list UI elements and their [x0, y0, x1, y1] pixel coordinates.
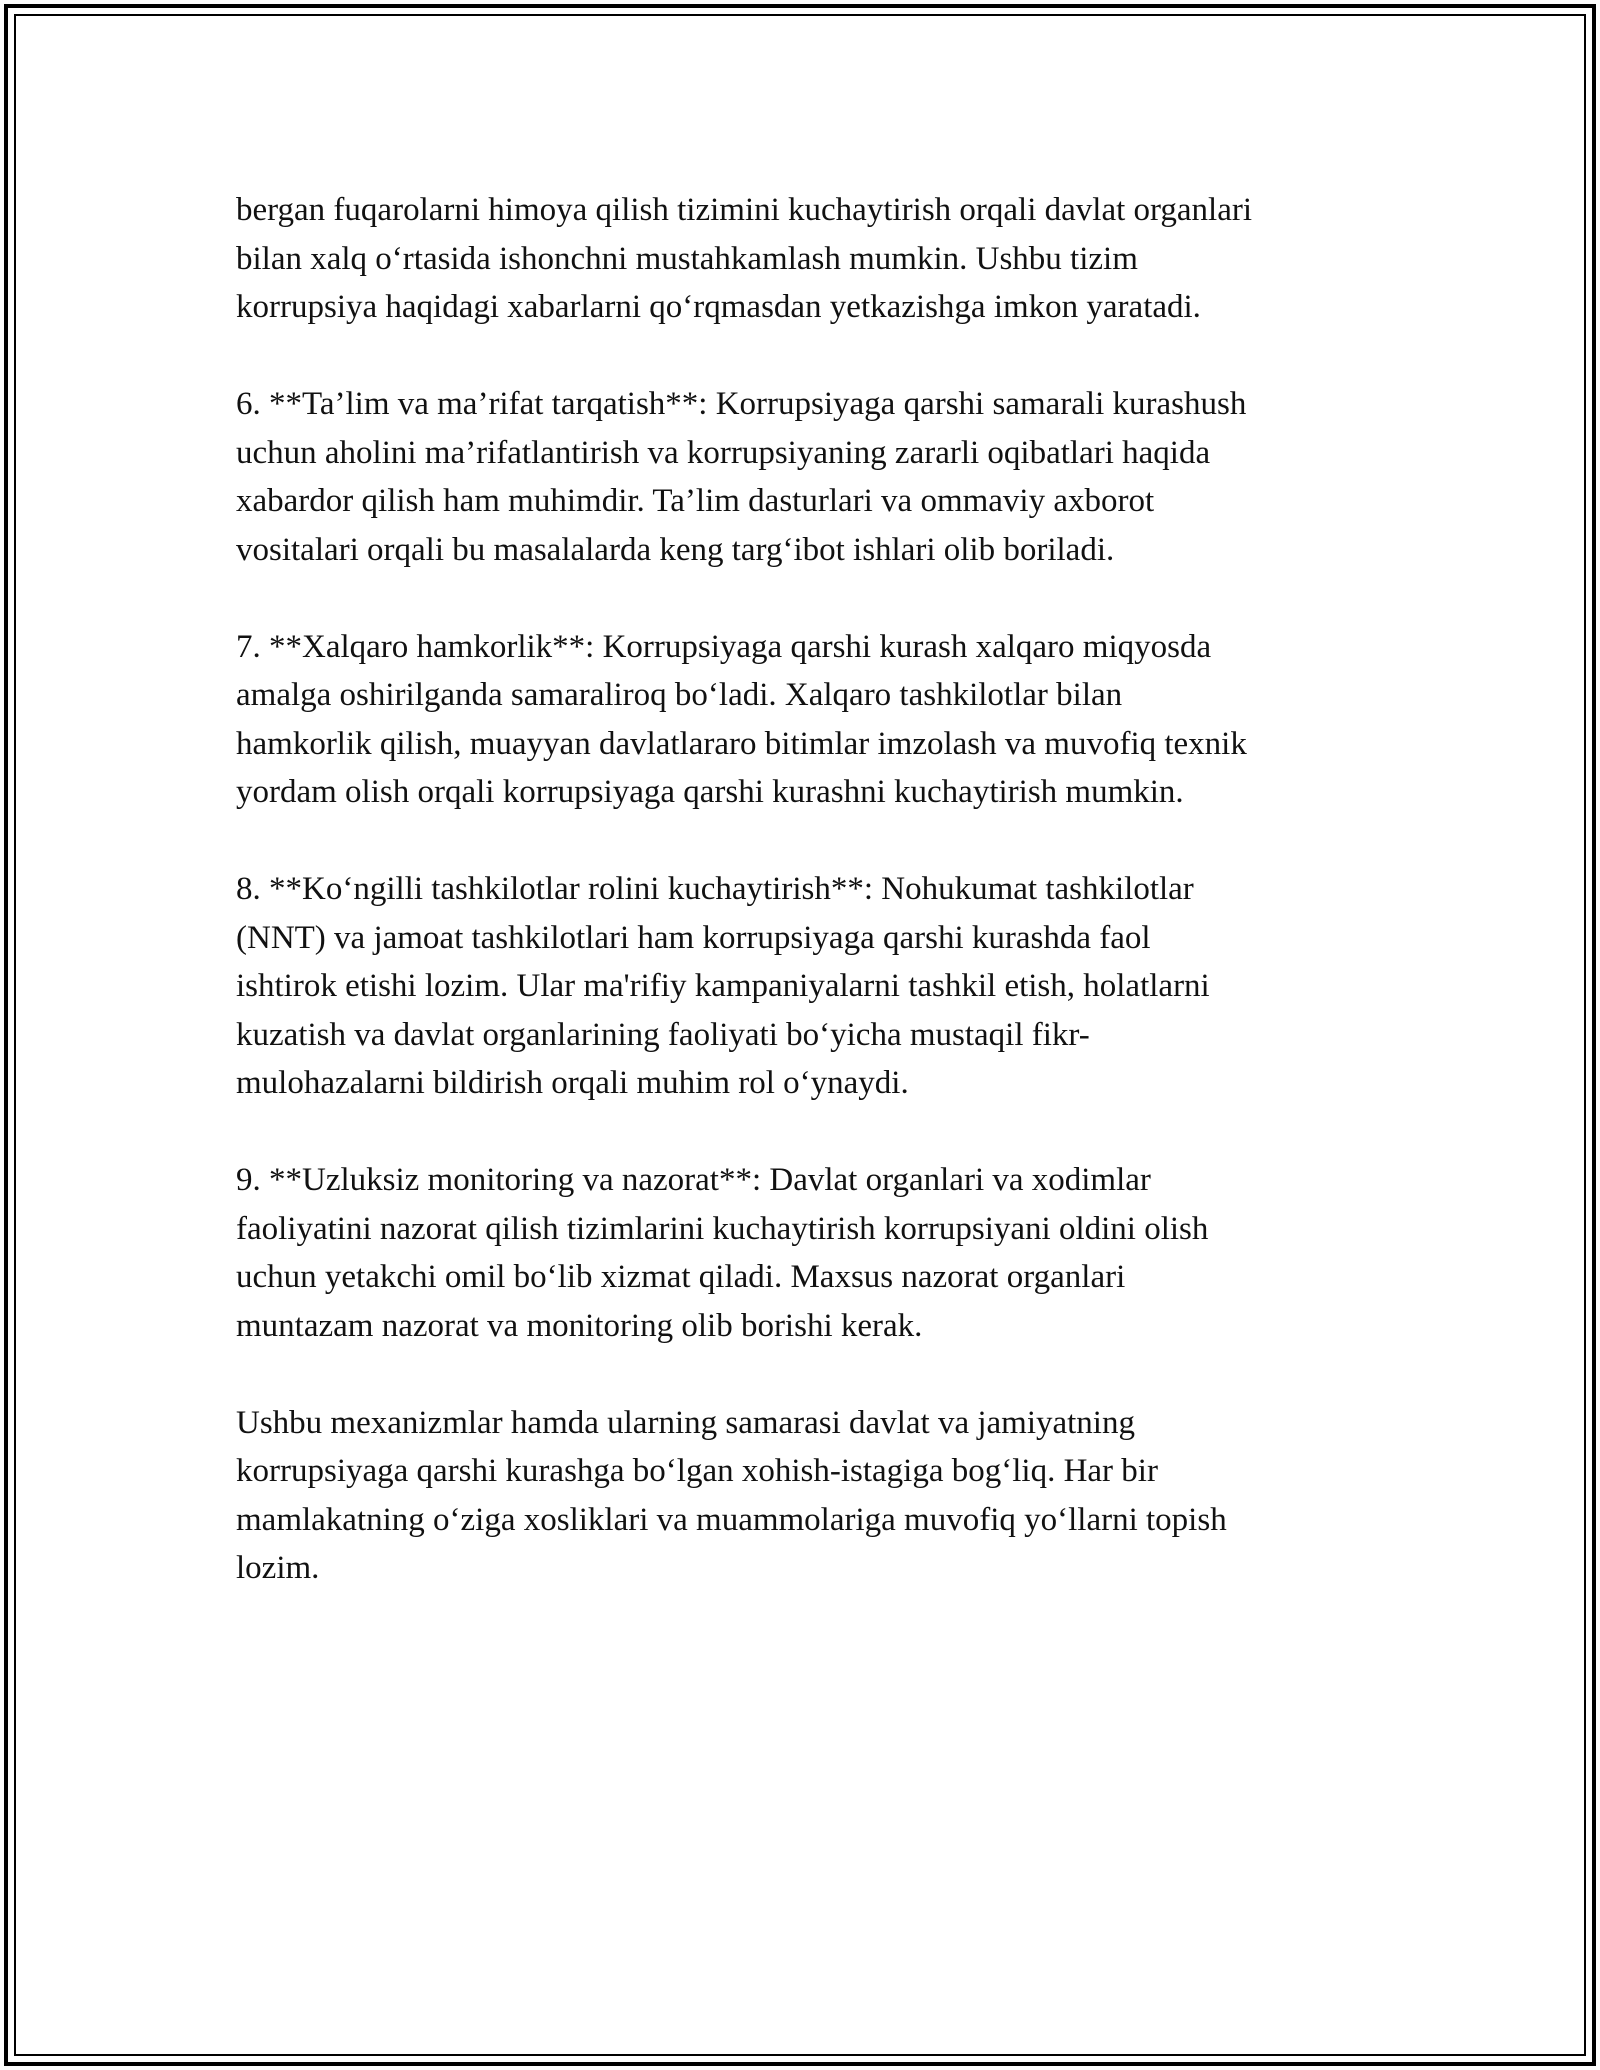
paragraph-conclusion: Ushbu mexanizmlar hamda ularning samarasi davlat va jamiyatning korrupsiyaga qarshi kurashga bo‘lgan xohish-istagiga bog‘liq. Har bir mamlakatning o‘ziga xosliklari va muammolariga muvofiq yo‘llarni topish lozim. [236, 1404, 1227, 1586]
paragraph-item-7: 7. **Xalqaro hamkorlik**: Korrupsiyaga qarshi kurash xalqaro miqyosda amalga oshirilganda samaraliroq bo‘ladi. Xalqaro tashkilotlar bilan hamkorlik qilish, muayyan davlatlararo bitimlar imzolash va muvofiq texnik yordam olish orqali korrupsiyaga qarshi kurashni kuchaytirish mumkin. [236, 628, 1247, 810]
paragraph-item-6: 6. **Ta’lim va ma’rifat tarqatish**: Korrupsiyaga qarshi samarali kurashush uchun aholini ma’rifatlantirish va korrupsiyaning zararli oqibatlari haqida xabardor qilish ham muhimdir. Ta’lim dasturlari va ommaviy axborot vositalari orqali bu masalalarda keng targ‘ibot ishlari olib boriladi. [236, 386, 1247, 568]
document-body [236, 186, 1406, 1593]
paragraph-item-9: 9. **Uzluksiz monitoring va nazorat**: Davlat organlari va xodimlar faoliyatini nazorat qilish tizimlarini kuchaytirish korrupsiyani oldini olish uchun yetakchi omil bo‘lib xizmat qiladi. Maxsus nazorat organlari muntazam nazorat va monitoring olib borishi kerak. [236, 1162, 1209, 1344]
paragraph-item-8: 8. **Ko‘ngilli tashkilotlar rolini kuchaytirish**: Nohukumat tashkilotlar (NNT) va jamoat tashkilotlari ham korrupsiyaga qarshi kurashda faol ishtirok etishi lozim. Ular ma'rifiy kampaniyalarni tashkil etish, holatlarni kuzatish va davlat organlarining faoliyati bo‘yicha mustaqil fikr- mulohazalarni bildirish orqali muhim rol o‘ynaydi. [236, 871, 1210, 1101]
paragraph-continuation: bergan fuqarolarni himoya qilish tizimini kuchaytirish orqali davlat organlari bilan xalq o‘rtasida ishonchni mustahkamlash mumkin. Ushbu tizim korrupsiya haqidagi xabarlarni qo‘rqmasdan yetkazishga imkon yaratadi. [236, 192, 1253, 325]
